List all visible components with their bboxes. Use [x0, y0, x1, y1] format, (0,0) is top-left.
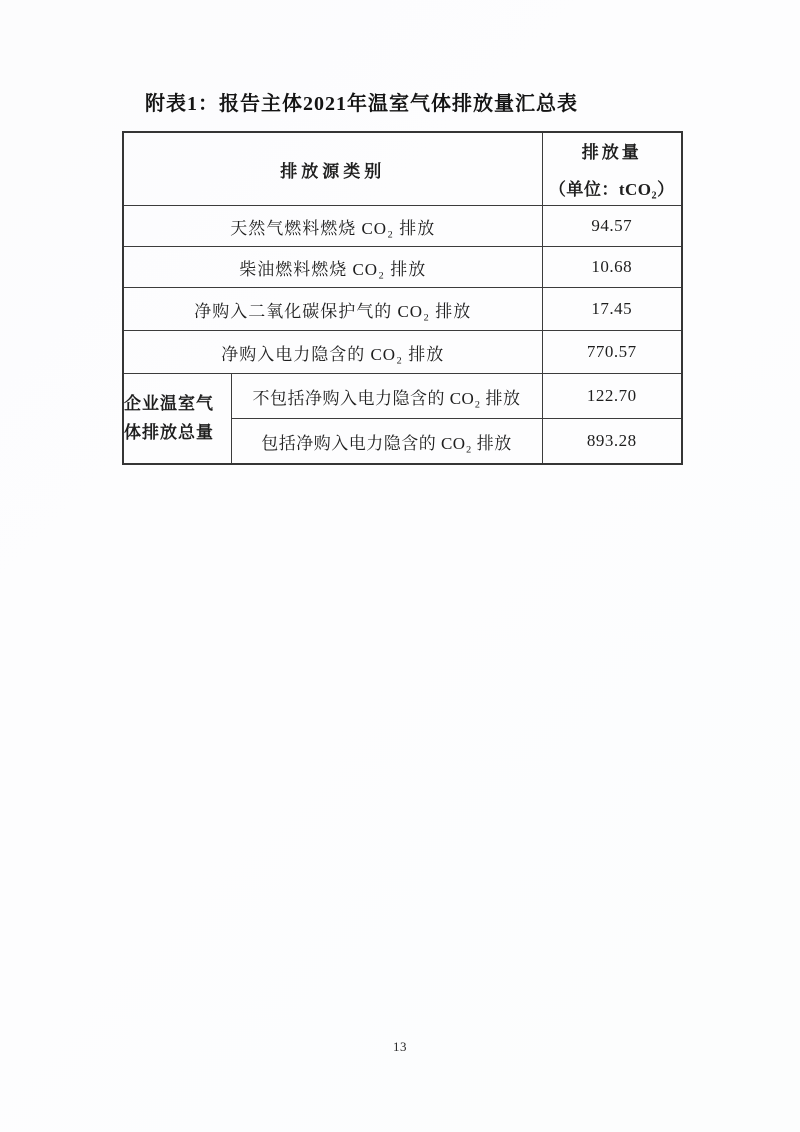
row-value: 122.70: [542, 374, 682, 419]
row-label: 净购入电力隐含的 CO₂ 排放: [123, 331, 542, 374]
page-number: 13: [393, 1039, 407, 1054]
emission-amount-unit: （单位：tCO₂）: [548, 180, 675, 199]
row-value: 94.57: [542, 206, 682, 247]
row-label: 天然气燃料燃烧 CO₂ 排放: [123, 206, 542, 247]
table-row-purchased-electricity: [123, 331, 682, 374]
header-cell-emission-amount: [542, 132, 682, 206]
table-row-natural-gas: [123, 206, 682, 247]
row-label: 柴油燃料燃烧 CO₂ 排放: [123, 247, 542, 288]
header-cell-source-category: 排放源类别: [123, 132, 542, 206]
row-value: 893.28: [542, 419, 682, 465]
table-row-co2-shielding-gas: [123, 288, 682, 331]
row-value: 770.57: [542, 331, 682, 374]
row-label: 不包括净购入电力隐含的 CO₂ 排放: [231, 374, 542, 419]
row-label: 净购入二氧化碳保护气的 CO₂ 排放: [123, 288, 542, 331]
row-value: 17.45: [542, 288, 682, 331]
emissions-summary-table: [122, 131, 683, 465]
table-row-diesel: [123, 247, 682, 288]
row-value: 10.68: [542, 247, 682, 288]
row-label: 包括净购入电力隐含的 CO₂ 排放: [231, 419, 542, 465]
emission-amount-label: 排放量: [581, 143, 642, 162]
total-group-label: 企业温室气体排放总量: [123, 374, 231, 465]
table-title: 附表1：报告主体2021年温室气体排放量汇总表: [145, 93, 578, 115]
table-header-row: [123, 132, 682, 206]
table-row-total-excluding: [123, 374, 682, 419]
